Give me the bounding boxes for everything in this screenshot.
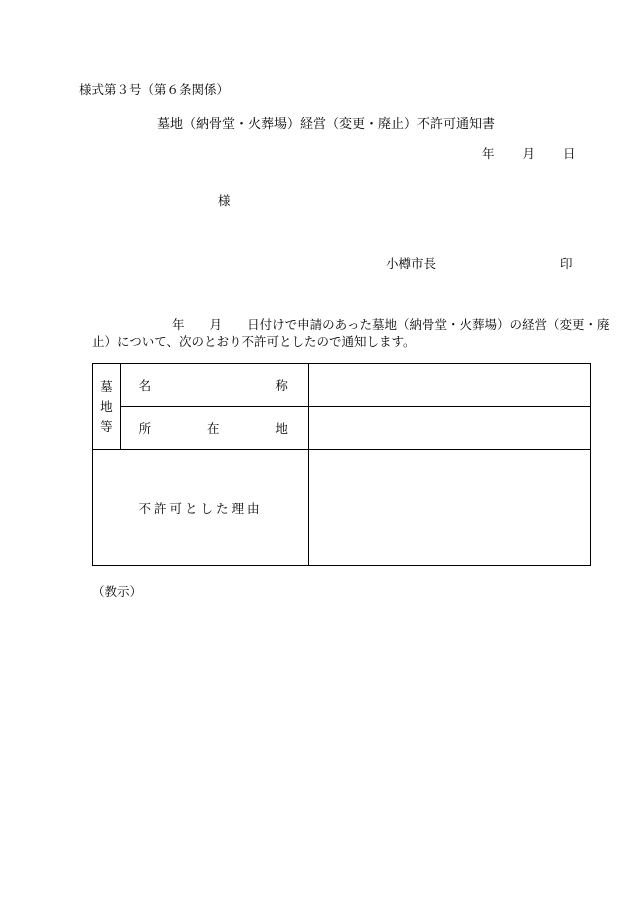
body-text: 日付けで申請のあった墓地（納骨堂・火葬場）の経営（変更・廃止）について、次のとおり不許可としたので通知します。 <box>92 317 610 349</box>
reason-label: 不許可とした理由 <box>93 450 309 566</box>
location-value[interactable] <box>308 407 590 450</box>
group-label <box>93 364 121 450</box>
issuer-name: 小樽市長 <box>386 256 437 271</box>
body-year: 年 <box>172 317 185 332</box>
date-month: 月 <box>522 146 536 161</box>
date-line <box>482 144 576 162</box>
group-label-char: 墓 <box>100 378 113 394</box>
cemetery-info-table <box>92 363 591 566</box>
seal-mark: 印 <box>560 256 573 271</box>
group-label-char: 地 <box>100 398 113 414</box>
name-label: 名 称 <box>120 364 308 407</box>
date-day: 日 <box>563 146 576 161</box>
name-value[interactable] <box>308 364 590 407</box>
body-month: 月 <box>209 317 223 332</box>
document-title: 墓地（納骨堂・火葬場）経営（変更・廃止）不許可通知書 <box>157 117 496 132</box>
date-year: 年 <box>482 146 495 161</box>
notice-body <box>92 316 612 350</box>
instruction-label: （教示） <box>92 584 143 599</box>
location-label: 所 在 地 <box>120 407 308 450</box>
form-number: 様式第３号（第６条関係） <box>79 82 230 97</box>
reason-value[interactable] <box>308 450 590 566</box>
group-label-char: 等 <box>100 418 113 434</box>
addressee-suffix: 様 <box>218 193 231 208</box>
